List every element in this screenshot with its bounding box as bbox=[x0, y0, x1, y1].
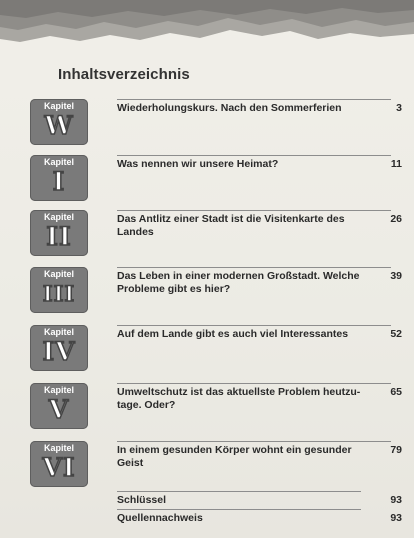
chapter-badge bbox=[30, 383, 88, 429]
entry-divider bbox=[117, 441, 391, 442]
badge-letter: V bbox=[48, 395, 70, 424]
badge-letter: VI bbox=[42, 453, 76, 482]
chapter-title: Wiederholungskurs. Nach den Sommerferien bbox=[117, 102, 342, 114]
chapter-page-number: 26 bbox=[390, 213, 402, 225]
entry-divider bbox=[117, 155, 391, 156]
chapter-title: Auf dem Lande gibt es auch viel Interessantes bbox=[117, 328, 349, 340]
entry-divider bbox=[117, 383, 391, 384]
chapter-badge bbox=[30, 99, 88, 145]
chapter-badge bbox=[30, 267, 88, 313]
badge-label: Kapitel bbox=[43, 327, 74, 337]
badge-label: Kapitel bbox=[43, 157, 74, 167]
extra-page-number: 93 bbox=[390, 494, 402, 506]
chapter-badge bbox=[30, 155, 88, 201]
badge-label: Kapitel bbox=[43, 212, 74, 222]
badge-label: Kapitel bbox=[43, 443, 74, 453]
chapter-page-number: 11 bbox=[390, 158, 402, 170]
page-title: Inhaltsverzeichnis bbox=[58, 66, 190, 83]
entry-divider bbox=[117, 509, 361, 510]
chapter-title: Das Antlitz einer Stadt ist die Visitenkarte des Landes bbox=[117, 213, 345, 238]
badge-letter: IV bbox=[42, 337, 76, 366]
badge-label: Kapitel bbox=[43, 101, 74, 111]
chapter-title: Umweltschutz ist das aktuellste Problem heutzu- tage. Oder? bbox=[117, 386, 361, 411]
entry-divider bbox=[117, 210, 391, 211]
chapter-title: Was nennen wir unsere Heimat? bbox=[117, 158, 279, 170]
entry-divider bbox=[117, 99, 391, 100]
chapter-title: Das Leben in einer modernen Großstadt. Welche Probleme gibt es hier? bbox=[117, 270, 360, 295]
entry-divider bbox=[117, 491, 361, 492]
badge-letter: I bbox=[52, 167, 66, 196]
badge-letter: II bbox=[46, 222, 72, 251]
chapter-page-number: 65 bbox=[390, 386, 402, 398]
entry-divider bbox=[117, 325, 391, 326]
chapter-page-number: 52 bbox=[390, 328, 402, 340]
badge-letter: W bbox=[44, 111, 74, 140]
badge-label: Kapitel bbox=[43, 269, 74, 279]
chapter-page-number: 3 bbox=[396, 102, 402, 114]
badge-label: Kapitel bbox=[43, 385, 74, 395]
extra-title: Schlüssel bbox=[117, 494, 167, 506]
badge-letter: III bbox=[42, 281, 76, 306]
chapter-badge bbox=[30, 441, 88, 487]
chapter-badge bbox=[30, 210, 88, 256]
chapter-badge bbox=[30, 325, 88, 371]
torn-paper-edge bbox=[0, 0, 414, 46]
entry-divider bbox=[117, 267, 391, 268]
chapter-page-number: 79 bbox=[390, 444, 402, 456]
extra-title: Quellennachweis bbox=[117, 512, 203, 524]
chapter-page-number: 39 bbox=[390, 270, 402, 282]
extra-page-number: 93 bbox=[390, 512, 402, 524]
chapter-title: In einem gesunden Körper wohnt ein gesunder Geist bbox=[117, 444, 352, 469]
